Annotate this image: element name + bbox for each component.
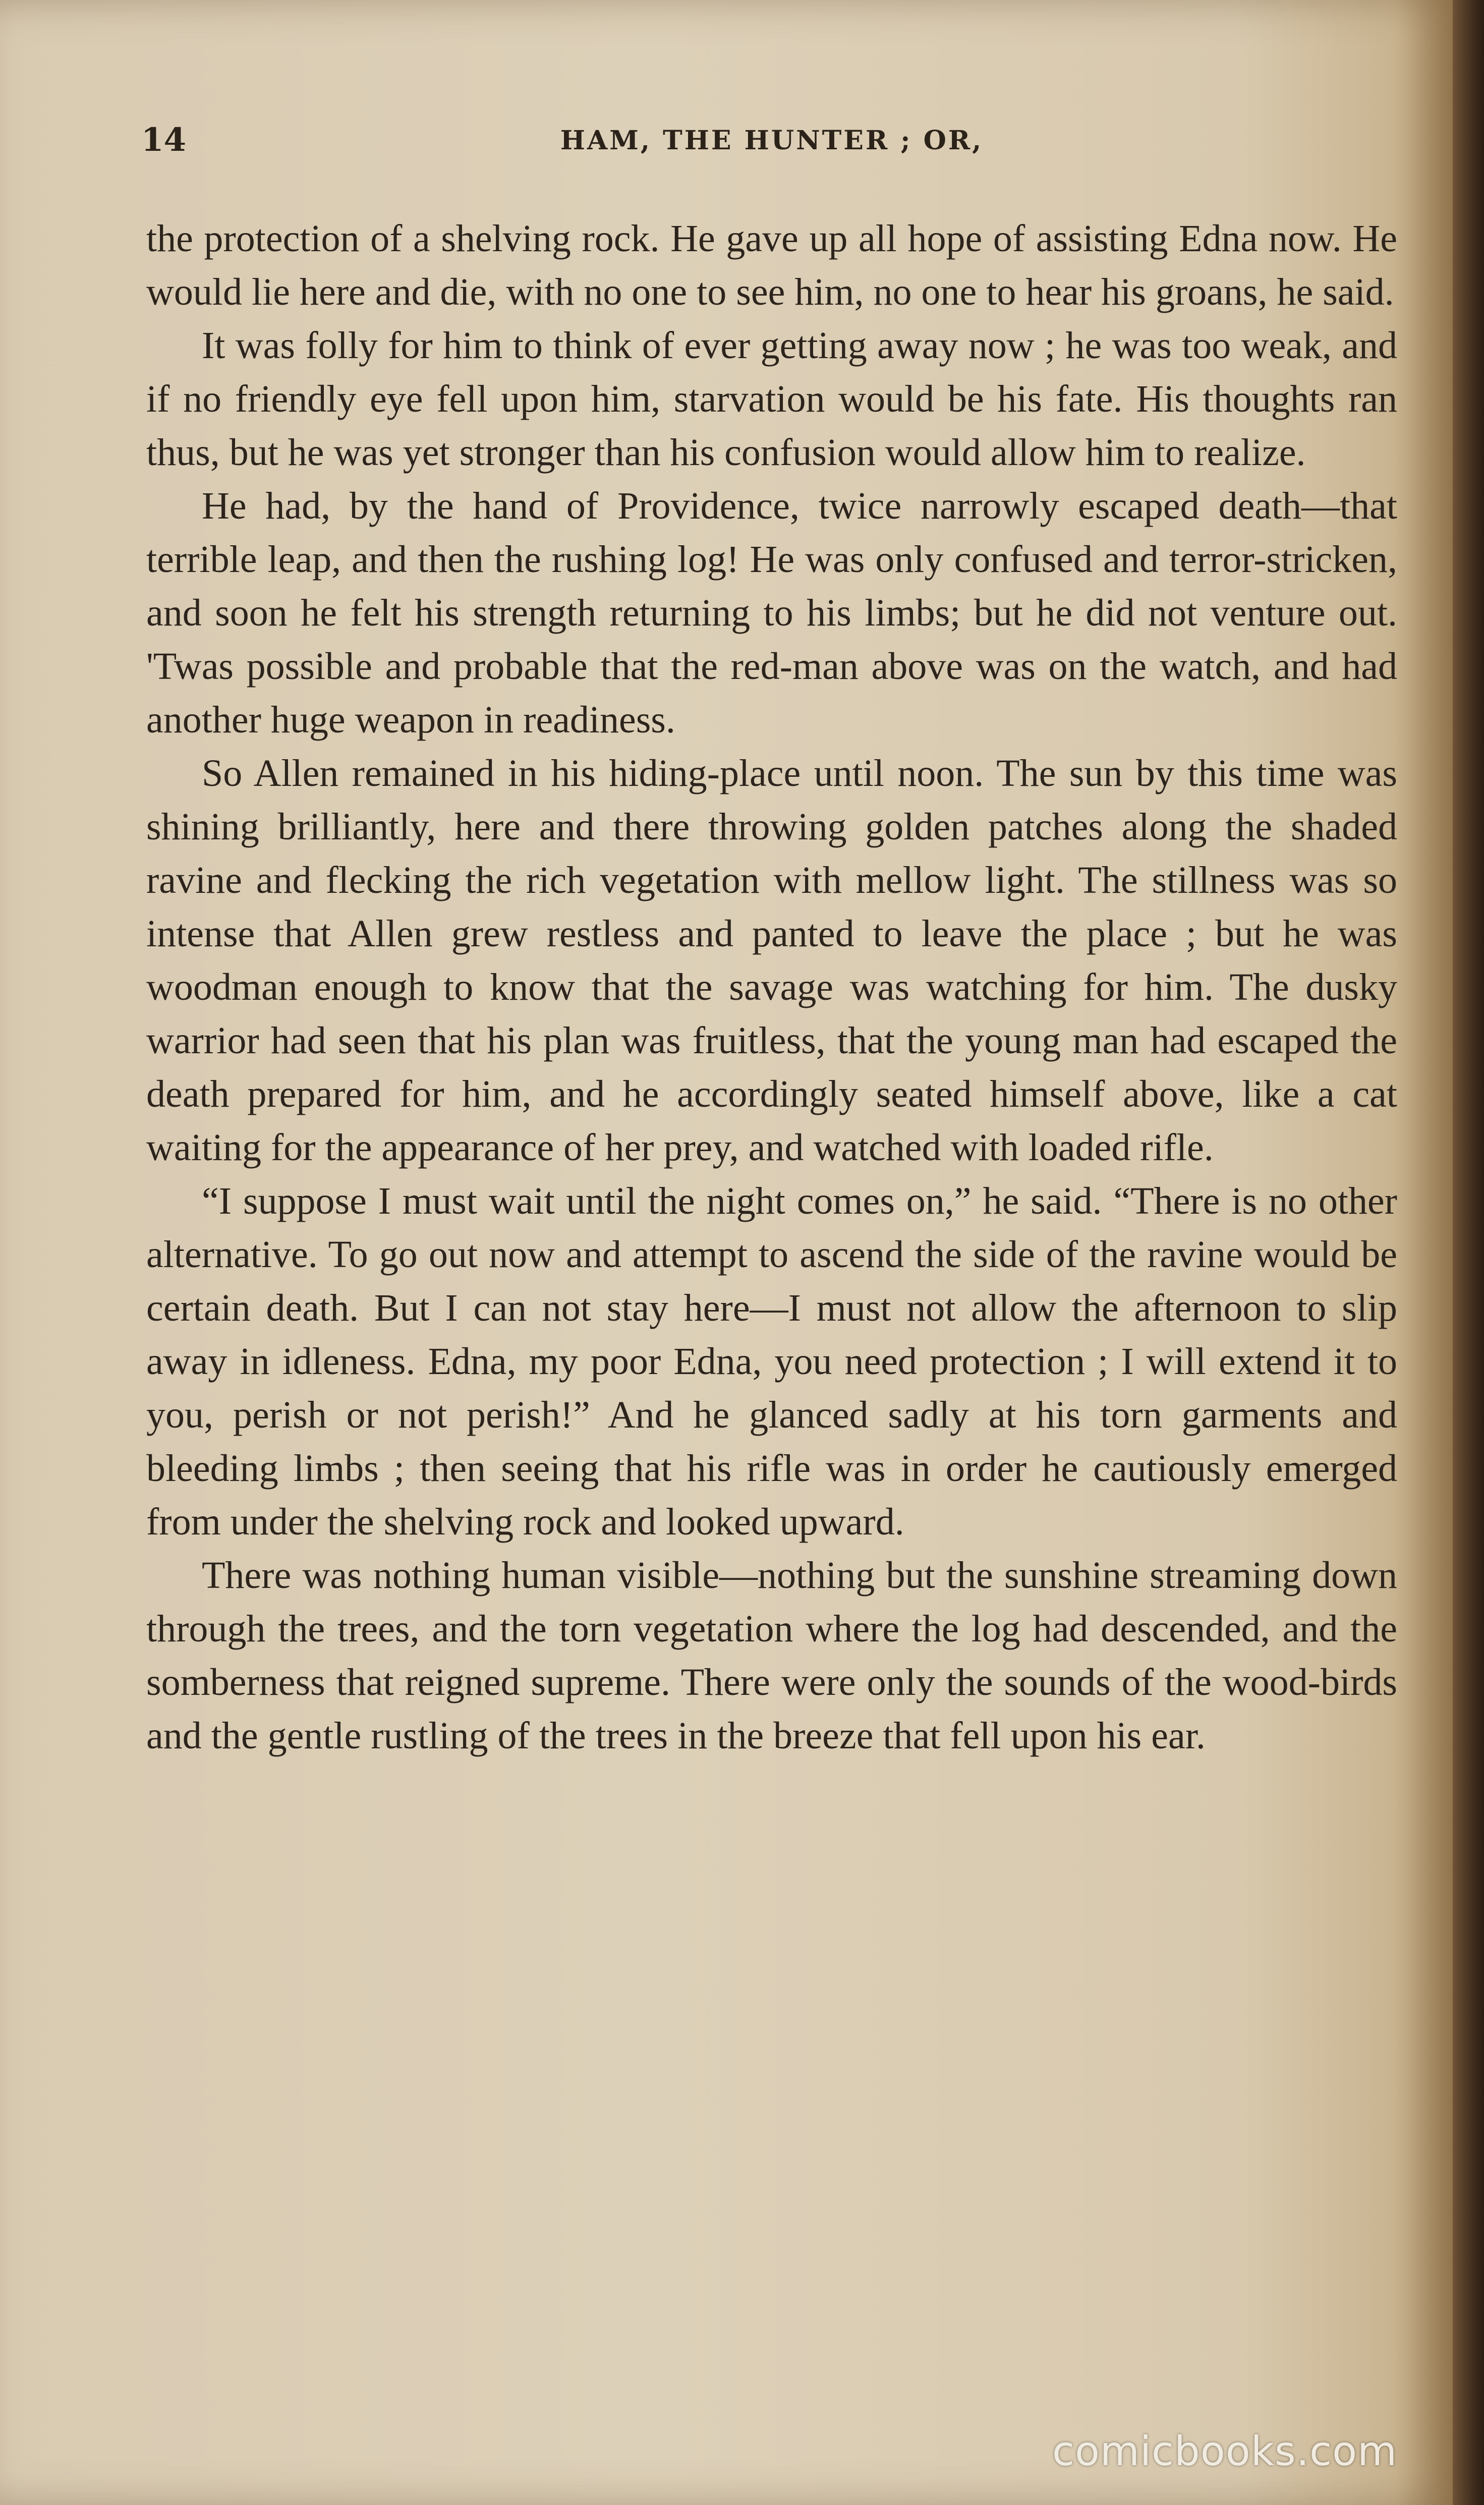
paragraph: He had, by the hand of Providence, twice narrowly escaped death—that terrible leap, and then the rushing log! He was only confused and terror-stricken, and soon he felt his strength returning to his limbs; but he did not venture out. 'Twas possible and probable that the red-man above was on the watch, and had another huge weapon in readiness. xyxy=(146,485,1397,741)
paragraph: So Allen remained in his hiding-place until noon. The sun by this time was shining brilliantly, here and there throwing golden patches along the shaded ravine and flecking the rich vegetation with mellow light. The stillness was so intense that Allen grew restless and panted to leave the place ; but he was woodman enough to know that the savage was watching for him. The dusky warrior had seen that his plan was fruitless, that the young man had escaped the death prepared for him, and he accordingly seated himself above, like a cat waiting for the appearance of her prey, and watched with loaded rifle. xyxy=(146,752,1397,1169)
page-header xyxy=(141,121,1402,166)
paragraph: the protection of a shelving rock. He gave up all hope of assisting Edna now. He would lie here and die, with no one to see him, no one to hear his groans, he said. xyxy=(146,217,1397,313)
paragraph: “I suppose I must wait until the night comes on,” he said. “There is no other alternative. To go out now and attempt to ascend the side of the ravine would be certain death. But I can not stay here—I must not allow the afternoon to slip away in idleness. Edna, my poor Edna, you need protection ; I will extend it to you, perish or not perish!” And he glanced sadly at his torn garments and bleeding limbs ; then seeing that his rifle was in order he cautiously emerged from under the shelving rock and looked upward. xyxy=(146,1180,1397,1543)
page-number: 14 xyxy=(141,121,187,159)
paragraph: There was nothing human visible—nothing but the sunshine streaming down through the trees, and the torn vegetation where the log had descended, and the somberness that reigned supreme. There were only the sounds of the wood-birds and the gentle rustling of the trees in the breeze that fell upon his ear. xyxy=(146,1554,1397,1757)
book-spine-edge xyxy=(1453,0,1484,2505)
body-text xyxy=(146,212,1397,1762)
running-title: HAM, THE HUNTER ; OR, xyxy=(560,125,984,156)
watermark: comicbooks.com xyxy=(1052,2428,1397,2475)
paragraph: It was folly for him to think of ever getting away now ; he was too weak, and if no friendly eye fell upon him, starvation would be his fate. His thoughts ran thus, but he was yet stronger than his confusion would allow him to realize. xyxy=(146,324,1397,474)
